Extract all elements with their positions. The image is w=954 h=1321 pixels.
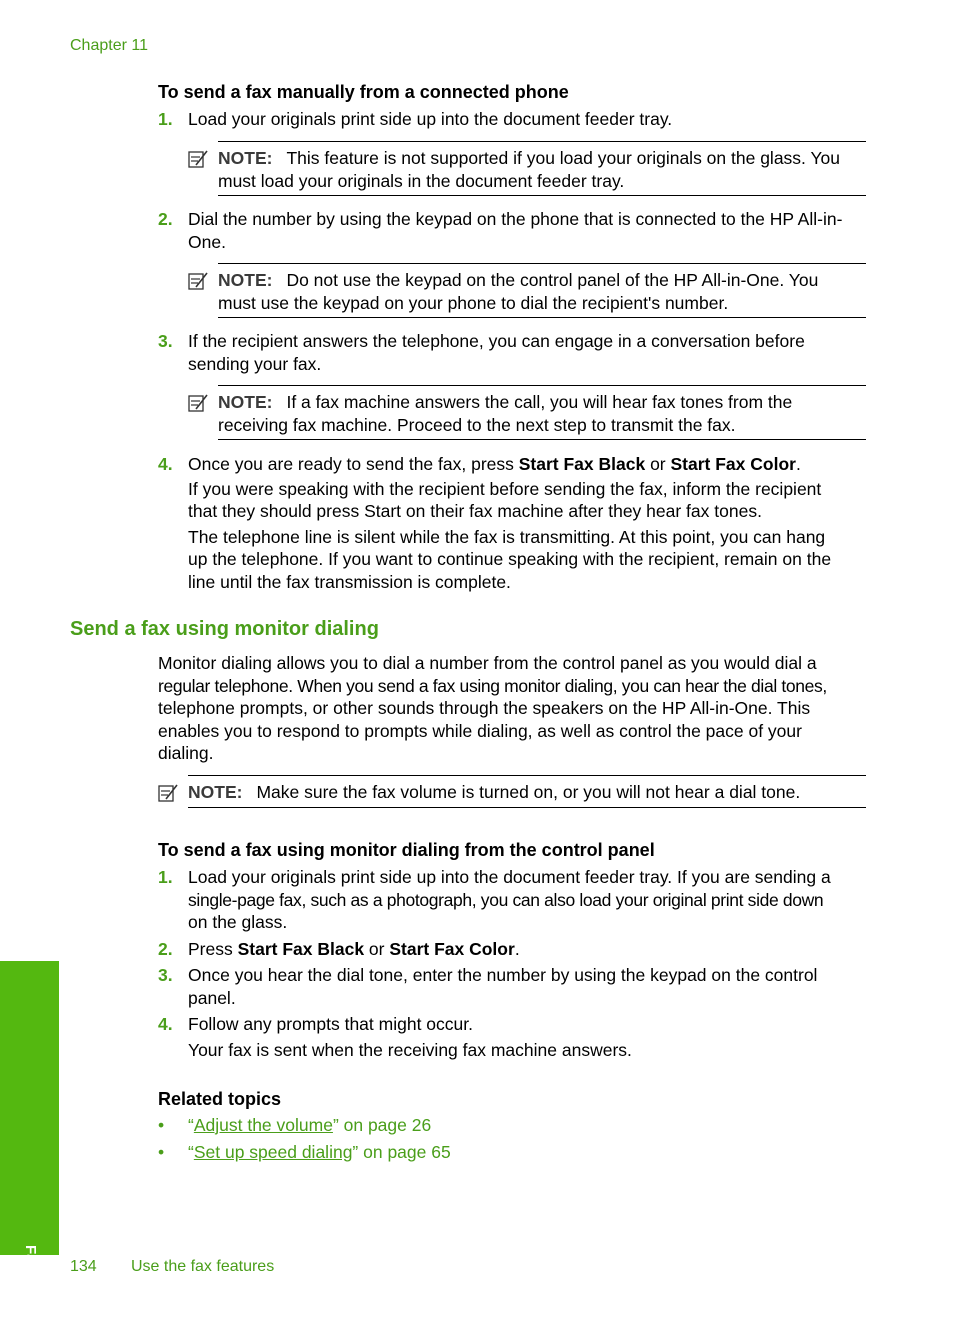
- step-number: 3.: [158, 331, 173, 351]
- step-text: Press Start Fax Black or Start Fax Color.: [188, 939, 520, 959]
- note-text: must use the keypad on your phone to dial the recipient's number.: [218, 292, 729, 313]
- note-text: receiving fax machine. Proceed to the next step to transmit the fax.: [218, 414, 736, 435]
- note-box: [188, 775, 866, 808]
- note-text: If a fax machine answers the call, you will hear fax tones from the: [286, 392, 793, 412]
- step-text: Follow any prompts that might occur. Your fax is sent when the receiving fax machine answers.: [188, 1014, 632, 1060]
- related-link-adjust-volume[interactable]: “Adjust the volume” on page 26: [188, 1115, 432, 1135]
- note-icon: [188, 393, 210, 413]
- note-label: NOTE:: [218, 392, 273, 412]
- step-text: If the recipient answers the telephone, you can engage in a conversation before sending your fax.: [188, 331, 805, 374]
- step-text: Once you are ready to send the fax, press Start Fax Black or Start Fax Color. If you were speaking with the recipient before sending the fax, inform the recipient that they should press Start on their fax machine after they hear fax tones. The telephone line is silent while the fax is transmitting. At this point, you can hang up the telephone. If you want to continue speaking with the recipient, remain on the line until the fax transmission is complete.: [188, 454, 832, 592]
- step-number: 2.: [158, 209, 173, 229]
- related-topics-title: Related topics: [158, 1089, 282, 1109]
- note-label: NOTE:: [218, 270, 273, 290]
- section-heading: Send a fax using monitor dialing: [70, 618, 379, 640]
- step-text: Dial the number by using the keypad on the phone that is connected to the HP All-in- One.: [188, 209, 843, 252]
- note-icon: [158, 783, 180, 803]
- link-adjust-volume[interactable]: Adjust the volume: [193, 1115, 333, 1135]
- note-text: must load your originals in the document feeder tray.: [218, 170, 625, 191]
- note-box: [218, 141, 866, 196]
- step-text: Load your originals print side up into the document feeder tray.: [188, 109, 673, 129]
- side-tab: [0, 961, 59, 1271]
- step-number: 4.: [158, 454, 173, 474]
- note-text: Make sure the fax volume is turned on, or you will not hear a dial tone.: [256, 782, 801, 802]
- note-box: [218, 263, 866, 318]
- intro-paragraph: Monitor dialing allows you to dial a number from the control panel as you would dial a regular telephone. When you send a fax using monitor dialing, you can hear the dial tones, telephone prompts, or other sounds through the speakers on the HP All-in-One. This enables you to respond to prompts while dialing, as well as control the pace of your dialing.: [158, 653, 827, 763]
- link-speed-dialing[interactable]: Set up speed dialing: [193, 1142, 353, 1162]
- side-tab-label: Fax: [22, 1245, 39, 1271]
- step-number: 2.: [158, 939, 173, 959]
- step-number: 4.: [158, 1014, 173, 1034]
- note-label: NOTE:: [188, 782, 243, 802]
- note-label: NOTE:: [218, 148, 273, 168]
- step-number: 1.: [158, 867, 173, 887]
- page-number: 134: [70, 1258, 97, 1275]
- bullet: •: [158, 1115, 165, 1135]
- step-number: 1.: [158, 109, 173, 129]
- related-link-speed-dialing[interactable]: “Set up speed dialing” on page 65: [188, 1142, 451, 1162]
- note-icon: [188, 149, 210, 169]
- step-number: 3.: [158, 965, 173, 985]
- note-text: This feature is not supported if you load your originals on the glass. You: [286, 148, 840, 168]
- step-text: Load your originals print side up into the document feeder tray. If you are sending a single-page fax, such as a photograph, you can also load your original print side down on the glass.: [188, 867, 831, 932]
- bullet: •: [158, 1142, 165, 1162]
- procedure-title: To send a fax manually from a connected phone: [158, 82, 569, 102]
- procedure-title: To send a fax using monitor dialing from the control panel: [158, 840, 655, 860]
- note-text: Do not use the keypad on the control panel of the HP All-in-One. You: [286, 270, 819, 290]
- note-icon: [188, 271, 210, 291]
- note-box: [218, 385, 866, 440]
- step-text: Once you hear the dial tone, enter the number by using the keypad on the control panel.: [188, 965, 818, 1008]
- chapter-label: Chapter 11: [70, 37, 148, 54]
- footer-section-title: Use the fax features: [131, 1258, 275, 1275]
